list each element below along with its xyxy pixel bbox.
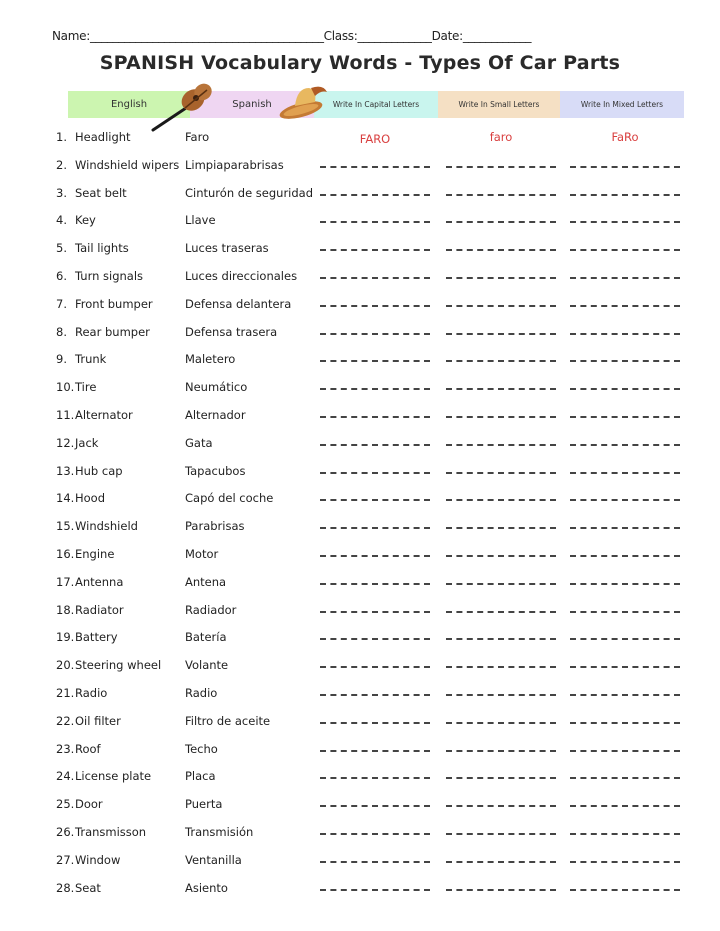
item-number: 26.: [56, 825, 75, 839]
english-word: License plate: [75, 769, 152, 784]
mixed-letters-blank[interactable]: [570, 360, 680, 362]
student-info-line: [52, 29, 682, 47]
item-number: 23.: [56, 741, 75, 756]
spanish-word: Techo: [185, 741, 218, 756]
item-number: 18.: [56, 602, 75, 617]
small-letters-blank[interactable]: [446, 194, 556, 196]
capital-letters-blank[interactable]: [320, 889, 430, 891]
vocab-row: [0, 853, 720, 873]
capital-letters-blank[interactable]: [320, 249, 430, 251]
vocab-row: [0, 742, 720, 762]
vocab-row: [0, 297, 720, 317]
mixed-letters-blank[interactable]: [570, 889, 680, 891]
english-word: Headlight: [75, 130, 131, 144]
small-letters-blank[interactable]: [446, 777, 556, 779]
small-letters-blank[interactable]: [446, 360, 556, 362]
english-word: Transmisson: [75, 825, 147, 839]
small-letters-blank[interactable]: [446, 527, 556, 529]
spanish-word: Defensa trasera: [185, 324, 278, 339]
mixed-letters-blank[interactable]: [570, 221, 680, 223]
mixed-letters-blank[interactable]: [570, 277, 680, 279]
item-number: 22.: [56, 713, 75, 728]
vocab-row: [0, 797, 720, 817]
spanish-word: Maletero: [185, 352, 236, 367]
vocab-row: [0, 630, 720, 650]
english-word: Seat: [75, 880, 101, 895]
capital-letters-blank[interactable]: [320, 666, 430, 668]
english-word: Seat belt: [75, 185, 127, 200]
item-number: 21.: [56, 686, 75, 700]
mixed-letters-blank[interactable]: [570, 444, 680, 446]
header-capital-label: Write In Capital Letters: [332, 100, 420, 109]
spanish-word: Batería: [185, 630, 227, 645]
date-label: Date:: [431, 29, 463, 43]
item-number: 19.: [56, 630, 75, 645]
capital-letters-blank[interactable]: [320, 166, 430, 168]
item-number: 11.: [56, 408, 75, 422]
mixed-letters-blank[interactable]: [570, 722, 680, 724]
class-label: Class:: [323, 29, 358, 43]
capital-letters-blank[interactable]: [320, 333, 430, 335]
item-number: 4.: [56, 213, 67, 228]
english-word: Windshield wipers: [75, 157, 180, 172]
mixed-letters-blank[interactable]: [570, 555, 680, 557]
spanish-word: Puerta: [185, 797, 223, 812]
item-number: 17.: [56, 574, 75, 589]
vocab-row: [0, 380, 720, 400]
small-letters-blank[interactable]: [446, 499, 556, 501]
small-letters-blank[interactable]: [446, 277, 556, 279]
english-word: Radiator: [75, 602, 124, 617]
small-letters-blank[interactable]: [446, 416, 556, 418]
item-number: 6.: [56, 269, 67, 283]
capital-letters-blank[interactable]: [320, 527, 430, 529]
mixed-letters-blank[interactable]: [570, 777, 680, 779]
vocab-row: [0, 658, 720, 678]
mixed-letters-blank[interactable]: [570, 499, 680, 501]
item-number: 1.: [56, 130, 67, 144]
header-small-label: Write In Small Letters: [458, 100, 540, 109]
example-mixed: FaRo: [611, 130, 639, 144]
vocab-row: [0, 881, 720, 901]
vocab-row: [0, 352, 720, 372]
item-number: 14.: [56, 491, 75, 506]
mixed-letters-blank[interactable]: [570, 166, 680, 168]
capital-letters-blank[interactable]: [320, 750, 430, 752]
vocab-row: [0, 464, 720, 484]
english-word: Steering wheel: [75, 658, 162, 673]
spanish-word: Gata: [185, 435, 213, 450]
spanish-word: Luces direccionales: [185, 269, 298, 283]
example-capital: FARO: [359, 132, 391, 146]
small-letters-blank[interactable]: [446, 221, 556, 223]
mixed-letters-blank[interactable]: [570, 249, 680, 251]
capital-letters-blank[interactable]: [320, 444, 430, 446]
vocab-row: [0, 130, 720, 150]
small-letters-blank[interactable]: [446, 444, 556, 446]
capital-letters-blank[interactable]: [320, 194, 430, 196]
spanish-word: Volante: [185, 658, 229, 673]
english-word: Key: [75, 213, 96, 228]
capital-letters-blank[interactable]: [320, 499, 430, 501]
english-word: Door: [75, 797, 103, 812]
small-letters-blank[interactable]: [446, 750, 556, 752]
item-number: 15.: [56, 519, 75, 534]
capital-letters-blank[interactable]: [320, 777, 430, 779]
capital-letters-blank[interactable]: [320, 611, 430, 613]
item-number: 12.: [56, 435, 75, 450]
small-letters-blank[interactable]: [446, 249, 556, 251]
mixed-letters-blank[interactable]: [570, 666, 680, 668]
english-word: Rear bumper: [75, 324, 150, 339]
capital-letters-blank[interactable]: [320, 416, 430, 418]
vocab-row: [0, 686, 720, 706]
item-number: 25.: [56, 797, 75, 812]
small-letters-blank[interactable]: [446, 305, 556, 307]
mixed-letters-blank[interactable]: [570, 527, 680, 529]
small-letters-blank[interactable]: [446, 333, 556, 335]
item-number: 8.: [56, 324, 67, 339]
english-word: Hub cap: [75, 463, 123, 478]
vocab-row: [0, 714, 720, 734]
sombrero-icon: [275, 82, 330, 122]
vocab-row: [0, 213, 720, 233]
small-letters-blank[interactable]: [446, 388, 556, 390]
item-number: 27.: [56, 852, 75, 867]
spanish-word: Antena: [185, 574, 227, 589]
vocab-row: [0, 575, 720, 595]
class-field[interactable]: _____________: [357, 29, 432, 43]
capital-letters-blank[interactable]: [320, 638, 430, 640]
small-letters-blank[interactable]: [446, 722, 556, 724]
spanish-word: Neumático: [185, 380, 248, 395]
capital-letters-blank[interactable]: [320, 555, 430, 557]
small-letters-blank[interactable]: [446, 694, 556, 696]
capital-letters-blank[interactable]: [320, 305, 430, 307]
spanish-word: Placa: [185, 769, 216, 784]
vocab-row: [0, 269, 720, 289]
header-mixed-letters: [560, 91, 684, 118]
spanish-word: Radio: [185, 686, 218, 700]
english-word: Alternator: [75, 408, 133, 422]
capital-letters-blank[interactable]: [320, 221, 430, 223]
english-word: Antenna: [75, 574, 124, 589]
header-spanish-label: Spanish: [232, 99, 272, 110]
vocab-row: [0, 186, 720, 206]
mixed-letters-blank[interactable]: [570, 305, 680, 307]
page-title: SPANISH Vocabulary Words - Types Of Car Parts: [99, 52, 621, 74]
item-number: 5.: [56, 241, 67, 256]
name-label: Name:: [52, 29, 90, 43]
vocab-row: [0, 241, 720, 261]
capital-letters-blank[interactable]: [320, 861, 430, 863]
mixed-letters-blank[interactable]: [570, 388, 680, 390]
vocab-row: [0, 325, 720, 345]
vocab-row: [0, 491, 720, 511]
english-word: Trunk: [75, 352, 107, 367]
header-mixed-label: Write In Mixed Letters: [580, 100, 664, 109]
small-letters-blank[interactable]: [446, 889, 556, 891]
small-letters-blank[interactable]: [446, 861, 556, 863]
item-number: 3.: [56, 185, 67, 200]
capital-letters-blank[interactable]: [320, 805, 430, 807]
spanish-word: Filtro de aceite: [185, 713, 271, 728]
spanish-word: Faro: [185, 130, 210, 144]
spanish-word: Defensa delantera: [185, 296, 292, 311]
english-word: Tail lights: [75, 241, 129, 256]
english-word: Turn signals: [75, 269, 144, 283]
vocab-row: [0, 519, 720, 539]
small-letters-blank[interactable]: [446, 166, 556, 168]
small-letters-blank[interactable]: [446, 638, 556, 640]
item-number: 28.: [56, 880, 75, 895]
mixed-letters-blank[interactable]: [570, 861, 680, 863]
spanish-word: Transmisión: [185, 825, 254, 839]
mixed-letters-blank[interactable]: [570, 611, 680, 613]
mixed-letters-blank[interactable]: [570, 833, 680, 835]
capital-letters-blank[interactable]: [320, 694, 430, 696]
small-letters-blank[interactable]: [446, 666, 556, 668]
small-letters-blank[interactable]: [446, 805, 556, 807]
spanish-word: Limpiaparabrisas: [185, 157, 284, 172]
english-word: Tire: [75, 380, 97, 395]
spanish-word: Luces traseras: [185, 241, 269, 256]
item-number: 24.: [56, 769, 75, 784]
vocab-row: [0, 825, 720, 845]
english-word: Hood: [75, 491, 106, 506]
header-capital-letters: [314, 91, 438, 118]
capital-letters-blank[interactable]: [320, 583, 430, 585]
vocab-row: [0, 158, 720, 178]
mixed-letters-blank[interactable]: [570, 805, 680, 807]
item-number: 9.: [56, 352, 67, 367]
spanish-word: Tapacubos: [185, 463, 246, 478]
vocab-row: [0, 603, 720, 623]
spanish-word: Motor: [185, 547, 219, 561]
english-word: Roof: [75, 741, 101, 756]
name-field[interactable]: _________________________________________: [89, 29, 324, 43]
mixed-letters-blank[interactable]: [570, 638, 680, 640]
capital-letters-blank[interactable]: [320, 388, 430, 390]
mixed-letters-blank[interactable]: [570, 694, 680, 696]
item-number: 10.: [56, 380, 75, 395]
capital-letters-blank[interactable]: [320, 722, 430, 724]
spanish-word: Radiador: [185, 602, 237, 617]
english-word: Window: [75, 852, 121, 867]
example-small: faro: [489, 130, 513, 144]
spanish-word: Llave: [185, 213, 216, 228]
english-word: Engine: [75, 547, 115, 561]
header-english-label: English: [110, 99, 148, 110]
capital-letters-blank[interactable]: [320, 833, 430, 835]
spanish-word: Ventanilla: [185, 852, 242, 867]
small-letters-blank[interactable]: [446, 555, 556, 557]
item-number: 20.: [56, 658, 75, 673]
vocab-row: [0, 769, 720, 789]
header-small-letters: [438, 91, 560, 118]
vocab-row: [0, 436, 720, 456]
spanish-word: Cinturón de seguridad: [185, 185, 314, 200]
spanish-word: Parabrisas: [185, 519, 245, 534]
vocab-row: [0, 547, 720, 567]
small-letters-blank[interactable]: [446, 611, 556, 613]
english-word: Battery: [75, 630, 118, 645]
item-number: 2.: [56, 157, 67, 172]
vocab-row: [0, 408, 720, 428]
english-word: Oil filter: [75, 713, 121, 728]
guitar-icon: [145, 80, 220, 135]
item-number: 7.: [56, 296, 67, 311]
spanish-word: Capó del coche: [185, 491, 274, 506]
small-letters-blank[interactable]: [446, 472, 556, 474]
spanish-word: Alternador: [185, 408, 246, 422]
english-word: Radio: [75, 686, 108, 700]
date-field[interactable]: ____________: [462, 29, 532, 43]
english-word: Front bumper: [75, 296, 153, 311]
capital-letters-blank[interactable]: [320, 360, 430, 362]
small-letters-blank[interactable]: [446, 833, 556, 835]
item-number: 16.: [56, 547, 75, 561]
english-word: Windshield: [75, 519, 138, 534]
mixed-letters-blank[interactable]: [570, 416, 680, 418]
capital-letters-blank[interactable]: [320, 277, 430, 279]
capital-letters-blank[interactable]: [320, 472, 430, 474]
mixed-letters-blank[interactable]: [570, 472, 680, 474]
mixed-letters-blank[interactable]: [570, 583, 680, 585]
spanish-word: Asiento: [185, 880, 228, 895]
mixed-letters-blank[interactable]: [570, 750, 680, 752]
item-number: 13.: [56, 463, 75, 478]
mixed-letters-blank[interactable]: [570, 333, 680, 335]
english-word: Jack: [75, 435, 99, 450]
mixed-letters-blank[interactable]: [570, 194, 680, 196]
small-letters-blank[interactable]: [446, 583, 556, 585]
